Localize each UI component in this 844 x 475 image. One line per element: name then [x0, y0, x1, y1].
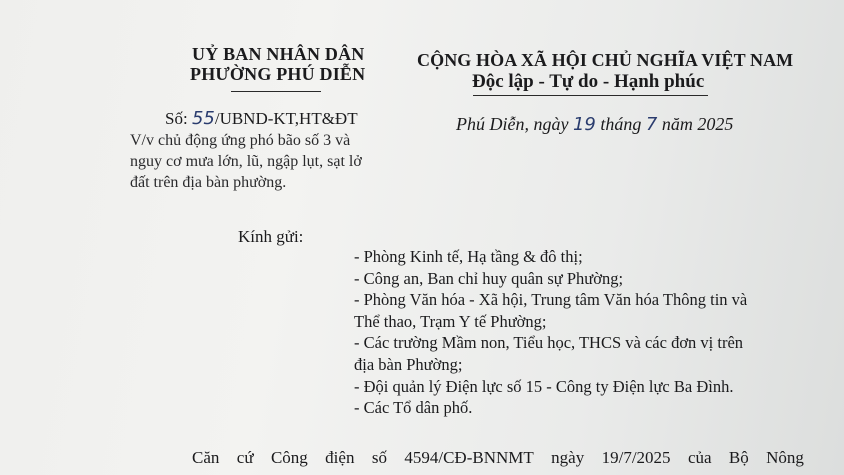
body-word: 4594/CĐ-BNNMT	[404, 448, 534, 467]
document-number	[165, 108, 358, 129]
recipient-item: địa bàn Phường;	[354, 354, 463, 374]
recipient-item: - Các Tổ dân phố.	[354, 398, 473, 418]
place-date	[456, 114, 733, 135]
body-word: Căn	[192, 448, 220, 467]
recipient-list	[354, 246, 747, 419]
body-word: Công	[270, 448, 308, 467]
place-label: Phú Diễn, ngày	[456, 114, 569, 134]
greeting: Kính gửi:	[238, 227, 304, 246]
subject-line: V/v chủ động ứng phó bão số 3 và	[130, 132, 351, 149]
org-name-line1: UỶ BAN NHÂN DÂN	[192, 44, 365, 64]
org-underline	[231, 91, 321, 92]
recipient-item: - Đội quản lý Điện lực số 15 - Công ty Điện lực Ba Đình.	[354, 376, 734, 396]
motto-underline	[473, 95, 708, 96]
national-motto: Độc lập - Tự do - Hạnh phúc	[472, 71, 705, 92]
recipient-item: - Phòng Kinh tế, Hạ tầng & đô thị;	[354, 247, 583, 266]
recipient-item: - Công an, Ban chỉ huy quân sự Phường;	[354, 268, 624, 288]
month-label: tháng	[600, 114, 642, 134]
doc-number-prefix: Số:	[165, 109, 188, 128]
body-first-line	[192, 448, 804, 468]
body-word: điện	[325, 448, 355, 467]
recipient-item: - Phòng Văn hóa - Xã hội, Trung tâm Văn hóa Thông tin và	[354, 290, 748, 310]
doc-number-code: /UBND-KT,HT&ĐT	[214, 109, 358, 128]
body-word: cứ	[236, 448, 254, 467]
national-title: CỘNG HÒA XÃ HỘI CHỦ NGHĨA VIỆT NAM	[417, 50, 794, 70]
subject-line: nguy cơ mưa lớn, lũ, ngập lụt, sạt lở	[130, 153, 362, 170]
recipient-item: Thể thao, Trạm Y tế Phường;	[354, 311, 547, 331]
year-label: năm 2025	[661, 114, 734, 134]
body-word: ngày	[551, 448, 585, 467]
org-name-line2: PHƯỜNG PHÚ DIỄN	[190, 64, 366, 84]
recipient-item: - Các trường Mầm non, Tiểu học, THCS và các đơn vị trên	[354, 333, 744, 353]
subject-line: đất trên địa bàn phường.	[130, 174, 287, 191]
date-day: 19	[572, 114, 596, 135]
doc-number-handwritten: 55	[191, 108, 215, 129]
body-word: Bộ	[728, 448, 749, 467]
subject-block	[130, 130, 362, 193]
body-word: số	[371, 448, 387, 467]
date-month: 7	[645, 114, 658, 135]
body-word: của	[687, 448, 712, 467]
body-word: 19/7/2025	[601, 448, 671, 467]
body-word: Nông	[766, 448, 804, 467]
